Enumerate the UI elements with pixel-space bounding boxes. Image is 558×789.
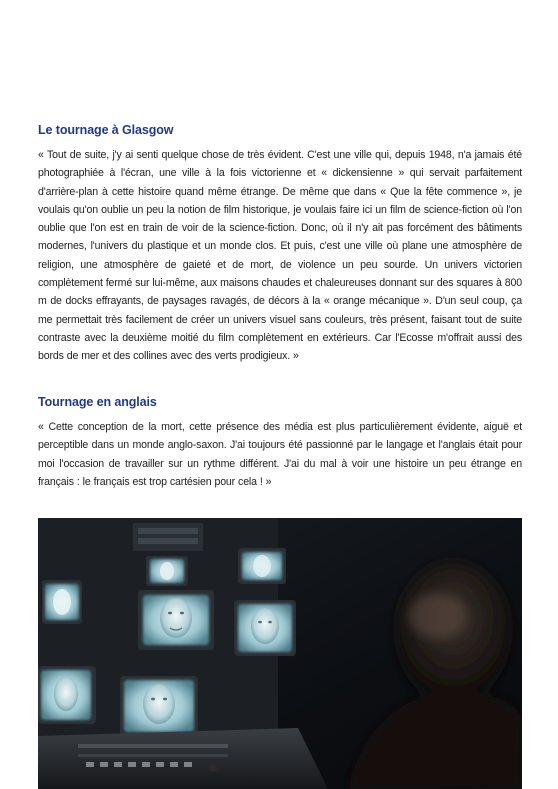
section-glasgow <box>38 123 522 366</box>
film-still-photo <box>38 518 522 789</box>
section-english <box>38 395 522 491</box>
section-paragraph: « Tout de suite, j'y ai senti quelque chose de très évident. C'est une ville qui, depuis 1948, n'a jamais été photographiée à l'écran, une ville à la fois victorienne et « dickensienne » qui servait parfaitement d'arrière-plan à cette histoire quand même étrange. De même que dans « Que la fête commence », je voulais qu'on oublie un peu la notion de film historique, je voulais faire ici un film de science-fiction où l'on oublie que l'on est en train de voir de la science-fiction. Donc, où il n'y ait pas forcément des bâtiments modernes, l'univers du plastique et un monde clos. Et puis, c'est une ville où plane une atmosphère de religion, une atmosphère de gaieté et de mort, de violence un peu sourde. Un univers victorien complètement fermé sur lui-même, aux maisons chaudes et chaleureuses donnant sur des squares à 800 m de docks effrayants, de paysages ravagés, de décors à la « orange mécanique ». D'un seul coup, ça me permettait très facilement de créer un univers visuel sans couleurs, très présent, faisant tout de suite contraste avec la deuxième moitié du film complètement en extérieurs. Car l'Ecosse m'offrait aussi des bords de mer et des collines avec des verts prodigieux. » <box>38 149 522 363</box>
film-still-image <box>38 518 522 789</box>
section-heading: Tournage en anglais <box>38 395 157 409</box>
section-heading: Le tournage à Glasgow <box>38 123 174 137</box>
section-paragraph: « Cette conception de la mort, cette présence des média est plus particulièrement évidente, aiguë et perceptible dans un monde anglo-saxon. J'ai toujours été passionné par le langage et l'anglais était pour moi l'occasion de travailler sur un rythme différent. J'ai du mal à voir une histoire un peu étrange en français : le français est trop cartésien pour cela ! » <box>38 421 522 488</box>
